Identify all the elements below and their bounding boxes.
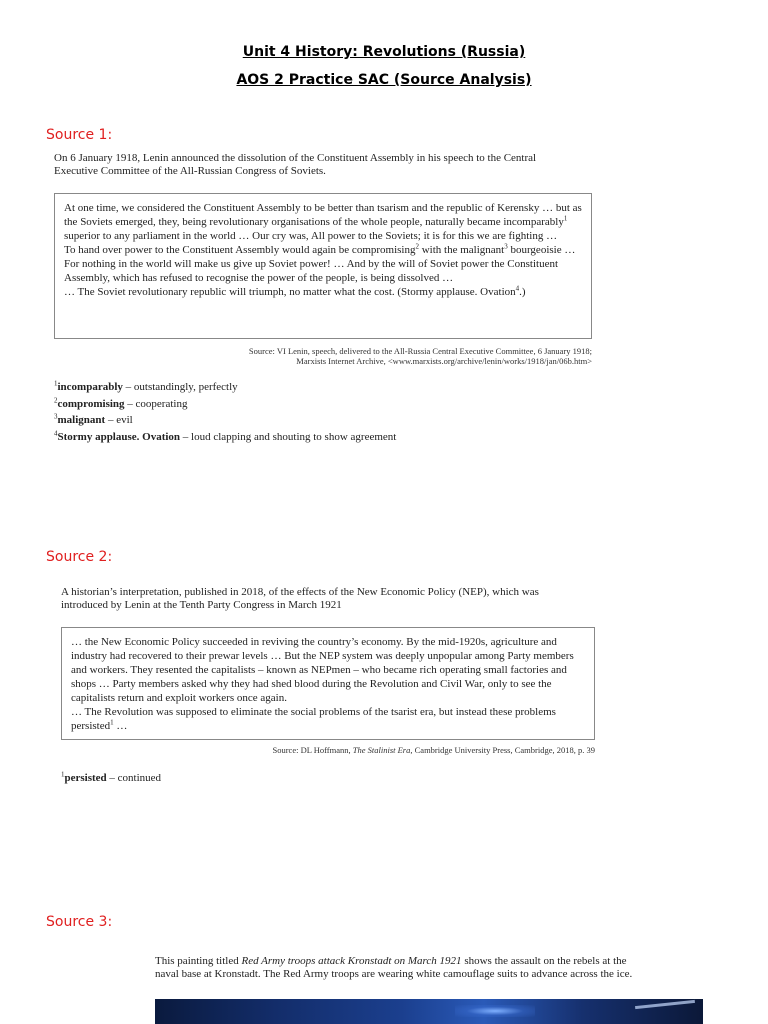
glossary-term: persisted	[64, 772, 107, 784]
painting-light-glow	[455, 1005, 535, 1017]
kronstadt-painting-image	[155, 999, 703, 1024]
source-1-intro	[54, 152, 614, 178]
glossary-item	[54, 396, 396, 413]
glossary-item	[54, 412, 396, 429]
glossary-definition: – cooperating	[124, 397, 188, 410]
source-2-label: Source 2:	[46, 549, 113, 565]
quote-text: .)	[519, 286, 526, 298]
footnote-marker: 3	[504, 242, 508, 251]
glossary-item	[54, 379, 396, 396]
glossary-definition: – evil	[105, 414, 133, 426]
source-2-quote-box	[61, 627, 595, 740]
glossary-term: compromising	[57, 397, 125, 410]
footnote-number: 2	[54, 395, 58, 404]
footnote-number: 4	[54, 428, 58, 437]
glossary-definition: – continued	[106, 772, 162, 784]
quote-text: … The Revolution was supposed to eliminate the social problems of the tsarist era, but instead these problems persisted	[71, 706, 556, 732]
source-3-intro	[155, 955, 703, 981]
footnote-marker: 1	[563, 214, 568, 223]
source-3-intro-line: naval base at Kronstadt. The Red Army troops are wearing white camouflage suits to advance across the ice.	[155, 968, 633, 980]
source-2-citation	[61, 745, 595, 755]
glossary-item	[61, 770, 161, 787]
source-1-label: Source 1:	[46, 127, 113, 143]
source-2-intro	[61, 586, 606, 612]
glossary-definition: – outstandingly, perfectly	[122, 381, 238, 393]
page-title: Unit 4 History: Revolutions (Russia)	[242, 44, 526, 60]
footnote-marker: 2	[415, 242, 419, 251]
citation-line: Marxists Internet Archive, <www.marxists.org/archive/lenin/works/1918/jan/06b.htm>	[296, 356, 592, 366]
source-2-quote-paragraph	[71, 705, 586, 733]
source-2-intro-line: A historian’s interpretation, published in 2018, of the effects of the New Economic Policy (NEP), which was	[61, 586, 539, 598]
source-1-glossary	[54, 379, 396, 445]
source-1-quote-paragraph	[64, 243, 583, 285]
glossary-term: malignant	[57, 414, 106, 426]
quote-text: superior to any parliament in the world … Our cry was, All power to the Soviets; it is for this we are fighting …	[64, 230, 558, 242]
source-1-intro-line: On 6 January 1918, Lenin announced the dissolution of the Constituent Assembly in his speech to the Central	[54, 152, 537, 164]
quote-text: …	[113, 720, 128, 732]
footnote-number: 3	[54, 412, 58, 421]
painting-title: Red Army troops attack Kronstadt on March 1921	[241, 955, 462, 967]
footnote-marker: 1	[110, 718, 114, 727]
quote-text: with the malignant	[418, 244, 505, 256]
page-subtitle: AOS 2 Practice SAC (Source Analysis)	[236, 72, 532, 88]
citation-book-title: The Stalinist Era	[352, 745, 411, 755]
source-1-intro-line: Executive Committee of the All-Russian Congress of Soviets.	[54, 165, 326, 177]
source-2-glossary	[61, 770, 161, 787]
quote-text: bourgeoisie … For nothing in the world will make us give up Soviet power! … And by the will of Soviet power the Constituent Assembly, which has refused to recognise the power of the people, is being dissolved …	[64, 244, 576, 284]
glossary-definition: – loud clapping and shouting to show agreement	[180, 430, 397, 443]
footnote-number: 1	[54, 379, 58, 388]
source-1-quote-paragraph	[64, 285, 583, 299]
source-2-quote-paragraph: … the New Economic Policy succeeded in reviving the country’s economy. By the mid-1920s, agriculture and industry had recovered to their prewar levels … But the NEP system was deeply unpopular among Party members and workers. They resented the capitalists – known as NEPmen – who became rich operating small factories and shops … Party members asked why they had shed blood during the Revolution and Civil War, only to see the capitalists return and exploit workers once again.	[71, 636, 574, 704]
source-3-intro-line	[155, 955, 703, 968]
footnote-marker: 4	[515, 284, 520, 293]
source-1-citation	[54, 346, 592, 366]
footnote-number: 1	[61, 770, 65, 779]
source-3-label: Source 3:	[46, 914, 113, 930]
glossary-term: incomparably	[57, 381, 123, 393]
glossary-term: Stormy applause. Ovation	[57, 430, 181, 443]
source-1-quote-paragraph	[64, 201, 583, 243]
intro-text: shows the assault on the rebels at the	[461, 955, 627, 967]
citation-text: , Cambridge University Press, Cambridge, 2018, p. 39	[410, 745, 595, 755]
citation-line: Source: VI Lenin, speech, delivered to the All-Russia Central Executive Committee, 6 January 1918;	[248, 346, 592, 356]
painting-light-streak	[635, 1000, 695, 1009]
intro-text: This painting titled	[155, 955, 242, 967]
quote-text: To hand over power to the Constituent Assembly would again be compromising	[64, 244, 416, 256]
quote-text: At one time, we considered the Constituent Assembly to be better than tsarism and the republic of Kerensky … but as the Soviets emerged, they, being revolutionary organisations of the whole people, naturally became incomparably	[64, 202, 582, 228]
quote-text: … The Soviet revolutionary republic will triumph, no matter what the cost. (Stormy applause. Ovation	[64, 286, 516, 298]
source-2-intro-line: introduced by Lenin at the Tenth Party Congress in March 1921	[61, 599, 342, 611]
glossary-item	[54, 429, 396, 446]
citation-text: Source: DL Hoffmann,	[272, 745, 353, 755]
source-1-quote-box	[54, 193, 592, 339]
